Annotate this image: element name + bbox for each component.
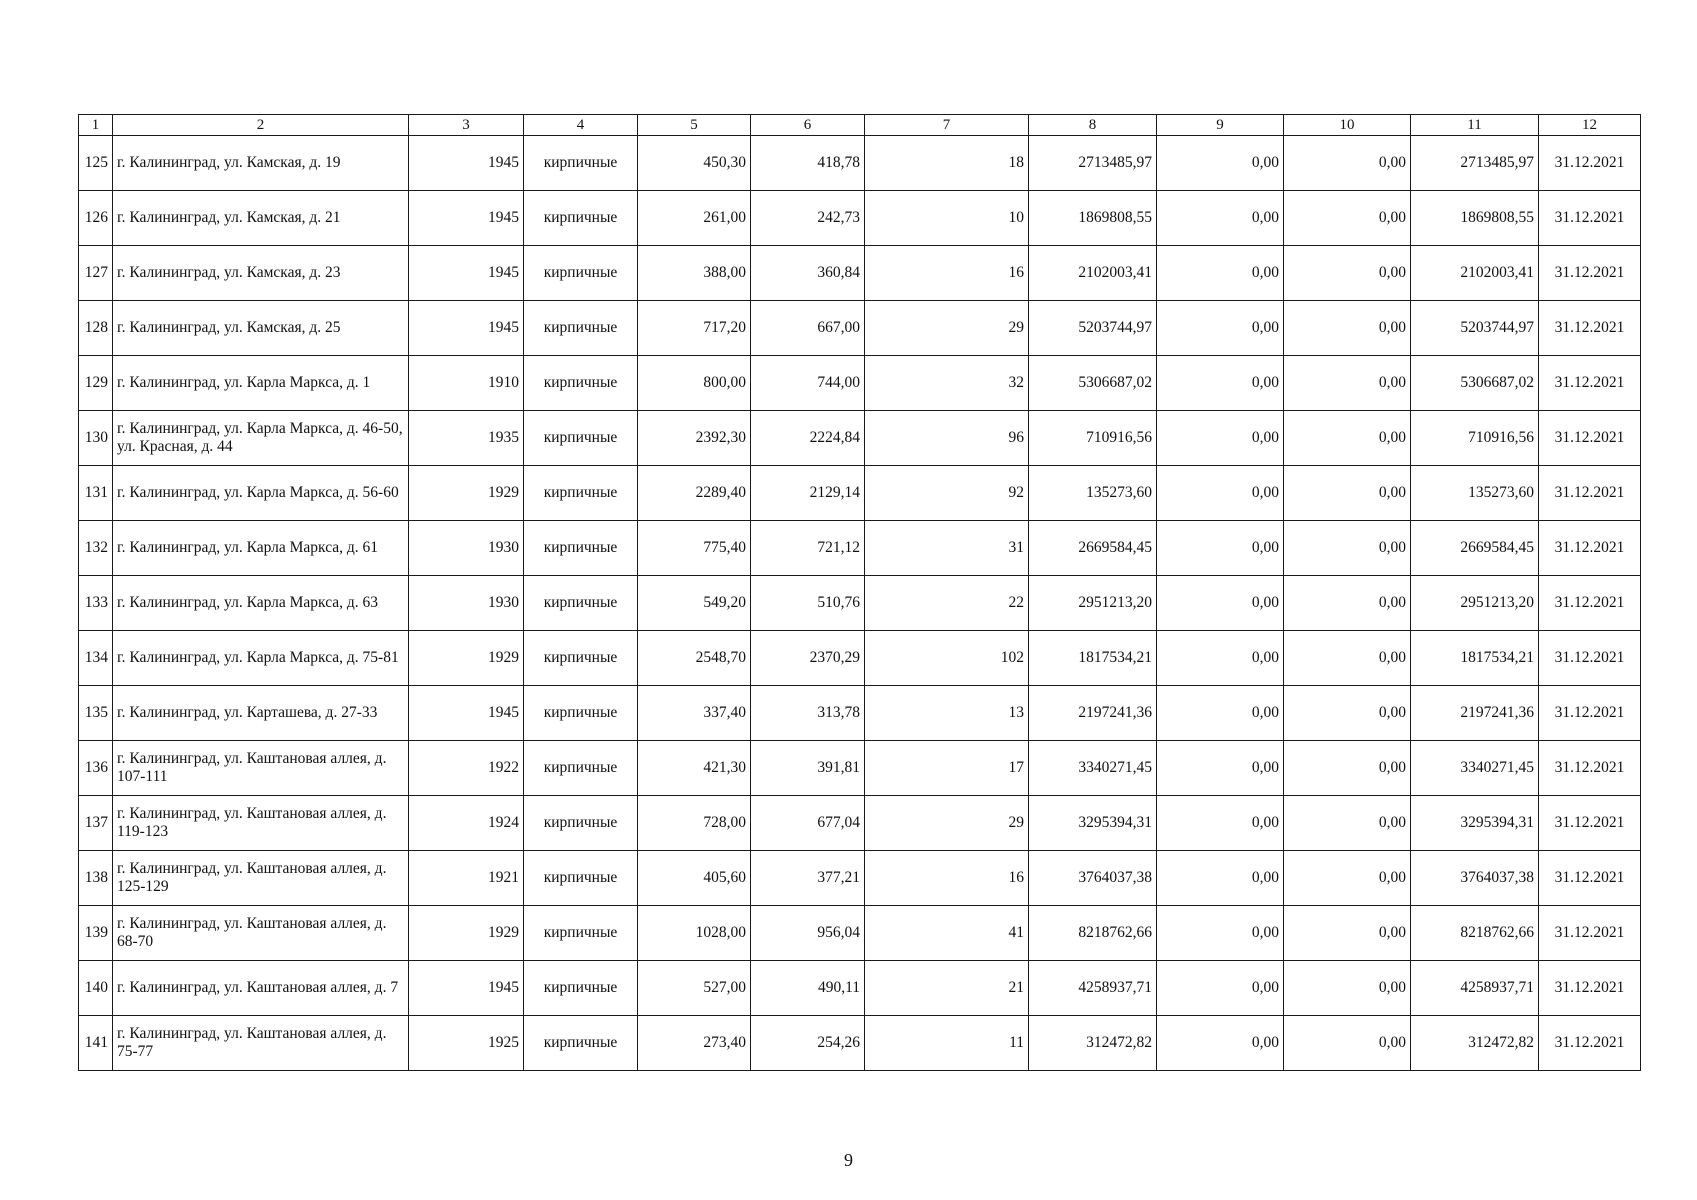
address-cell: г. Калининград, ул. Карла Маркса, д. 63 [113, 576, 409, 631]
column-9-cell: 0,00 [1157, 686, 1284, 741]
column-header: 10 [1284, 115, 1411, 136]
table-row [79, 576, 1641, 631]
row-number-cell: 128 [79, 301, 113, 356]
wall-material-cell: кирпичные [524, 906, 638, 961]
column-10-cell: 0,00 [1284, 356, 1411, 411]
column-header: 11 [1411, 115, 1539, 136]
date-cell: 31.12.2021 [1539, 576, 1641, 631]
column-6-cell: 360,84 [751, 246, 865, 301]
address-cell: г. Калининград, ул. Каштановая аллея, д. 7 [113, 961, 409, 1016]
column-11-cell: 710916,56 [1411, 411, 1539, 466]
date-cell: 31.12.2021 [1539, 356, 1641, 411]
column-9-cell: 0,00 [1157, 466, 1284, 521]
table-row [79, 851, 1641, 906]
column-10-cell: 0,00 [1284, 961, 1411, 1016]
column-header: 9 [1157, 115, 1284, 136]
column-11-cell: 3764037,38 [1411, 851, 1539, 906]
wall-material-cell: кирпичные [524, 961, 638, 1016]
column-9-cell: 0,00 [1157, 411, 1284, 466]
year-cell: 1924 [409, 796, 524, 851]
column-5-cell: 337,40 [638, 686, 751, 741]
address-cell: г. Калининград, ул. Каштановая аллея, д. 68-70 [113, 906, 409, 961]
table-row [79, 796, 1641, 851]
date-cell: 31.12.2021 [1539, 686, 1641, 741]
column-9-cell: 0,00 [1157, 961, 1284, 1016]
column-11-cell: 4258937,71 [1411, 961, 1539, 1016]
column-header: 3 [409, 115, 524, 136]
column-9-cell: 0,00 [1157, 796, 1284, 851]
table-body [79, 115, 1641, 1071]
column-5-cell: 717,20 [638, 301, 751, 356]
date-cell: 31.12.2021 [1539, 961, 1641, 1016]
column-8-cell: 2102003,41 [1029, 246, 1157, 301]
column-6-cell: 377,21 [751, 851, 865, 906]
column-5-cell: 728,00 [638, 796, 751, 851]
column-9-cell: 0,00 [1157, 851, 1284, 906]
column-9-cell: 0,00 [1157, 521, 1284, 576]
table-row [79, 136, 1641, 191]
wall-material-cell: кирпичные [524, 631, 638, 686]
row-number-cell: 140 [79, 961, 113, 1016]
address-cell: г. Калининград, ул. Каштановая аллея, д. 119-123 [113, 796, 409, 851]
column-11-cell: 135273,60 [1411, 466, 1539, 521]
column-5-cell: 405,60 [638, 851, 751, 906]
row-number-cell: 126 [79, 191, 113, 246]
column-header: 5 [638, 115, 751, 136]
column-11-cell: 2713485,97 [1411, 136, 1539, 191]
address-cell: г. Калининград, ул. Камская, д. 23 [113, 246, 409, 301]
column-8-cell: 2713485,97 [1029, 136, 1157, 191]
wall-material-cell: кирпичные [524, 521, 638, 576]
column-10-cell: 0,00 [1284, 301, 1411, 356]
year-cell: 1925 [409, 1016, 524, 1071]
date-cell: 31.12.2021 [1539, 136, 1641, 191]
column-9-cell: 0,00 [1157, 1016, 1284, 1071]
wall-material-cell: кирпичные [524, 1016, 638, 1071]
column-6-cell: 2129,14 [751, 466, 865, 521]
column-header: 1 [79, 115, 113, 136]
row-number-cell: 134 [79, 631, 113, 686]
year-cell: 1945 [409, 246, 524, 301]
date-cell: 31.12.2021 [1539, 246, 1641, 301]
column-6-cell: 744,00 [751, 356, 865, 411]
year-cell: 1945 [409, 301, 524, 356]
column-10-cell: 0,00 [1284, 686, 1411, 741]
table-row [79, 356, 1641, 411]
year-cell: 1945 [409, 136, 524, 191]
date-cell: 31.12.2021 [1539, 631, 1641, 686]
column-10-cell: 0,00 [1284, 851, 1411, 906]
column-8-cell: 1817534,21 [1029, 631, 1157, 686]
column-11-cell: 2951213,20 [1411, 576, 1539, 631]
wall-material-cell: кирпичные [524, 191, 638, 246]
table-row [79, 301, 1641, 356]
date-cell: 31.12.2021 [1539, 191, 1641, 246]
column-7-cell: 21 [865, 961, 1029, 1016]
column-11-cell: 5306687,02 [1411, 356, 1539, 411]
column-5-cell: 450,30 [638, 136, 751, 191]
column-7-cell: 32 [865, 356, 1029, 411]
column-10-cell: 0,00 [1284, 796, 1411, 851]
column-6-cell: 418,78 [751, 136, 865, 191]
year-cell: 1929 [409, 631, 524, 686]
column-7-cell: 17 [865, 741, 1029, 796]
column-5-cell: 273,40 [638, 1016, 751, 1071]
address-cell: г. Калининград, ул. Камская, д. 25 [113, 301, 409, 356]
wall-material-cell: кирпичные [524, 466, 638, 521]
address-cell: г. Калининград, ул. Карла Маркса, д. 46-50, ул. Красная, д. 44 [113, 411, 409, 466]
year-cell: 1922 [409, 741, 524, 796]
register-sheet [78, 114, 1640, 1071]
row-number-cell: 136 [79, 741, 113, 796]
column-11-cell: 5203744,97 [1411, 301, 1539, 356]
column-10-cell: 0,00 [1284, 466, 1411, 521]
table-row [79, 961, 1641, 1016]
column-8-cell: 710916,56 [1029, 411, 1157, 466]
column-11-cell: 2669584,45 [1411, 521, 1539, 576]
address-cell: г. Калининград, ул. Каштановая аллея, д. 125-129 [113, 851, 409, 906]
column-7-cell: 41 [865, 906, 1029, 961]
address-cell: г. Калининград, ул. Карла Маркса, д. 61 [113, 521, 409, 576]
column-6-cell: 2370,29 [751, 631, 865, 686]
date-cell: 31.12.2021 [1539, 851, 1641, 906]
column-7-cell: 96 [865, 411, 1029, 466]
column-5-cell: 527,00 [638, 961, 751, 1016]
row-number-cell: 135 [79, 686, 113, 741]
column-11-cell: 1817534,21 [1411, 631, 1539, 686]
column-10-cell: 0,00 [1284, 1016, 1411, 1071]
table-row [79, 631, 1641, 686]
column-8-cell: 3295394,31 [1029, 796, 1157, 851]
date-cell: 31.12.2021 [1539, 1016, 1641, 1071]
table-row [79, 246, 1641, 301]
wall-material-cell: кирпичные [524, 356, 638, 411]
date-cell: 31.12.2021 [1539, 521, 1641, 576]
year-cell: 1929 [409, 906, 524, 961]
column-8-cell: 3340271,45 [1029, 741, 1157, 796]
address-cell: г. Калининград, ул. Карла Маркса, д. 75-81 [113, 631, 409, 686]
housing-register-table [78, 114, 1641, 1071]
column-7-cell: 31 [865, 521, 1029, 576]
row-number-cell: 132 [79, 521, 113, 576]
date-cell: 31.12.2021 [1539, 796, 1641, 851]
year-cell: 1921 [409, 851, 524, 906]
page-number: 9 [844, 1150, 853, 1170]
address-cell: г. Калининград, ул. Карла Маркса, д. 56-60 [113, 466, 409, 521]
column-8-cell: 5203744,97 [1029, 301, 1157, 356]
row-number-cell: 129 [79, 356, 113, 411]
column-8-cell: 8218762,66 [1029, 906, 1157, 961]
column-9-cell: 0,00 [1157, 246, 1284, 301]
column-8-cell: 312472,82 [1029, 1016, 1157, 1071]
column-11-cell: 312472,82 [1411, 1016, 1539, 1071]
address-cell: г. Калининград, ул. Камская, д. 19 [113, 136, 409, 191]
table-row [79, 686, 1641, 741]
column-5-cell: 2289,40 [638, 466, 751, 521]
row-number-cell: 127 [79, 246, 113, 301]
row-number-cell: 137 [79, 796, 113, 851]
wall-material-cell: кирпичные [524, 136, 638, 191]
column-header: 12 [1539, 115, 1641, 136]
column-11-cell: 3295394,31 [1411, 796, 1539, 851]
table-row [79, 191, 1641, 246]
column-9-cell: 0,00 [1157, 741, 1284, 796]
column-header: 4 [524, 115, 638, 136]
column-5-cell: 421,30 [638, 741, 751, 796]
column-8-cell: 2669584,45 [1029, 521, 1157, 576]
column-11-cell: 1869808,55 [1411, 191, 1539, 246]
column-5-cell: 388,00 [638, 246, 751, 301]
column-7-cell: 18 [865, 136, 1029, 191]
year-cell: 1945 [409, 191, 524, 246]
column-10-cell: 0,00 [1284, 191, 1411, 246]
column-6-cell: 391,81 [751, 741, 865, 796]
row-number-cell: 138 [79, 851, 113, 906]
column-9-cell: 0,00 [1157, 631, 1284, 686]
table-row [79, 1016, 1641, 1071]
column-number-header-row [79, 115, 1641, 136]
column-6-cell: 254,26 [751, 1016, 865, 1071]
column-8-cell: 4258937,71 [1029, 961, 1157, 1016]
column-7-cell: 10 [865, 191, 1029, 246]
column-7-cell: 29 [865, 301, 1029, 356]
column-11-cell: 2197241,36 [1411, 686, 1539, 741]
column-6-cell: 721,12 [751, 521, 865, 576]
year-cell: 1935 [409, 411, 524, 466]
wall-material-cell: кирпичные [524, 301, 638, 356]
year-cell: 1929 [409, 466, 524, 521]
column-7-cell: 16 [865, 851, 1029, 906]
address-cell: г. Калининград, ул. Камская, д. 21 [113, 191, 409, 246]
year-cell: 1910 [409, 356, 524, 411]
column-10-cell: 0,00 [1284, 136, 1411, 191]
row-number-cell: 133 [79, 576, 113, 631]
wall-material-cell: кирпичные [524, 851, 638, 906]
table-row [79, 906, 1641, 961]
column-7-cell: 92 [865, 466, 1029, 521]
column-10-cell: 0,00 [1284, 741, 1411, 796]
column-11-cell: 8218762,66 [1411, 906, 1539, 961]
column-10-cell: 0,00 [1284, 576, 1411, 631]
address-cell: г. Калининград, ул. Карла Маркса, д. 1 [113, 356, 409, 411]
column-8-cell: 2197241,36 [1029, 686, 1157, 741]
column-9-cell: 0,00 [1157, 576, 1284, 631]
column-10-cell: 0,00 [1284, 631, 1411, 686]
column-5-cell: 775,40 [638, 521, 751, 576]
column-10-cell: 0,00 [1284, 411, 1411, 466]
column-8-cell: 2951213,20 [1029, 576, 1157, 631]
column-10-cell: 0,00 [1284, 246, 1411, 301]
row-number-cell: 139 [79, 906, 113, 961]
column-9-cell: 0,00 [1157, 191, 1284, 246]
column-header: 2 [113, 115, 409, 136]
column-7-cell: 16 [865, 246, 1029, 301]
column-5-cell: 1028,00 [638, 906, 751, 961]
year-cell: 1930 [409, 576, 524, 631]
row-number-cell: 131 [79, 466, 113, 521]
column-header: 7 [865, 115, 1029, 136]
column-8-cell: 5306687,02 [1029, 356, 1157, 411]
date-cell: 31.12.2021 [1539, 741, 1641, 796]
column-7-cell: 11 [865, 1016, 1029, 1071]
column-8-cell: 1869808,55 [1029, 191, 1157, 246]
column-5-cell: 549,20 [638, 576, 751, 631]
wall-material-cell: кирпичные [524, 246, 638, 301]
column-6-cell: 490,11 [751, 961, 865, 1016]
column-5-cell: 2548,70 [638, 631, 751, 686]
address-cell: г. Калининград, ул. Карташева, д. 27-33 [113, 686, 409, 741]
column-header: 6 [751, 115, 865, 136]
column-7-cell: 22 [865, 576, 1029, 631]
column-6-cell: 313,78 [751, 686, 865, 741]
column-11-cell: 3340271,45 [1411, 741, 1539, 796]
column-5-cell: 800,00 [638, 356, 751, 411]
column-header: 8 [1029, 115, 1157, 136]
row-number-cell: 141 [79, 1016, 113, 1071]
column-9-cell: 0,00 [1157, 136, 1284, 191]
date-cell: 31.12.2021 [1539, 411, 1641, 466]
wall-material-cell: кирпичные [524, 411, 638, 466]
column-7-cell: 102 [865, 631, 1029, 686]
column-9-cell: 0,00 [1157, 301, 1284, 356]
date-cell: 31.12.2021 [1539, 466, 1641, 521]
table-row [79, 411, 1641, 466]
column-8-cell: 135273,60 [1029, 466, 1157, 521]
column-6-cell: 2224,84 [751, 411, 865, 466]
row-number-cell: 130 [79, 411, 113, 466]
table-row [79, 741, 1641, 796]
column-11-cell: 2102003,41 [1411, 246, 1539, 301]
year-cell: 1930 [409, 521, 524, 576]
date-cell: 31.12.2021 [1539, 301, 1641, 356]
column-10-cell: 0,00 [1284, 521, 1411, 576]
wall-material-cell: кирпичные [524, 576, 638, 631]
column-6-cell: 510,76 [751, 576, 865, 631]
column-8-cell: 3764037,38 [1029, 851, 1157, 906]
column-6-cell: 242,73 [751, 191, 865, 246]
year-cell: 1945 [409, 961, 524, 1016]
wall-material-cell: кирпичные [524, 686, 638, 741]
column-6-cell: 677,04 [751, 796, 865, 851]
column-9-cell: 0,00 [1157, 906, 1284, 961]
column-6-cell: 956,04 [751, 906, 865, 961]
address-cell: г. Калининград, ул. Каштановая аллея, д. 107-111 [113, 741, 409, 796]
wall-material-cell: кирпичные [524, 741, 638, 796]
address-cell: г. Калининград, ул. Каштановая аллея, д. 75-77 [113, 1016, 409, 1071]
row-number-cell: 125 [79, 136, 113, 191]
date-cell: 31.12.2021 [1539, 906, 1641, 961]
column-6-cell: 667,00 [751, 301, 865, 356]
column-7-cell: 13 [865, 686, 1029, 741]
column-5-cell: 261,00 [638, 191, 751, 246]
column-5-cell: 2392,30 [638, 411, 751, 466]
year-cell: 1945 [409, 686, 524, 741]
table-row [79, 521, 1641, 576]
column-7-cell: 29 [865, 796, 1029, 851]
column-10-cell: 0,00 [1284, 906, 1411, 961]
wall-material-cell: кирпичные [524, 796, 638, 851]
table-row [79, 466, 1641, 521]
column-9-cell: 0,00 [1157, 356, 1284, 411]
